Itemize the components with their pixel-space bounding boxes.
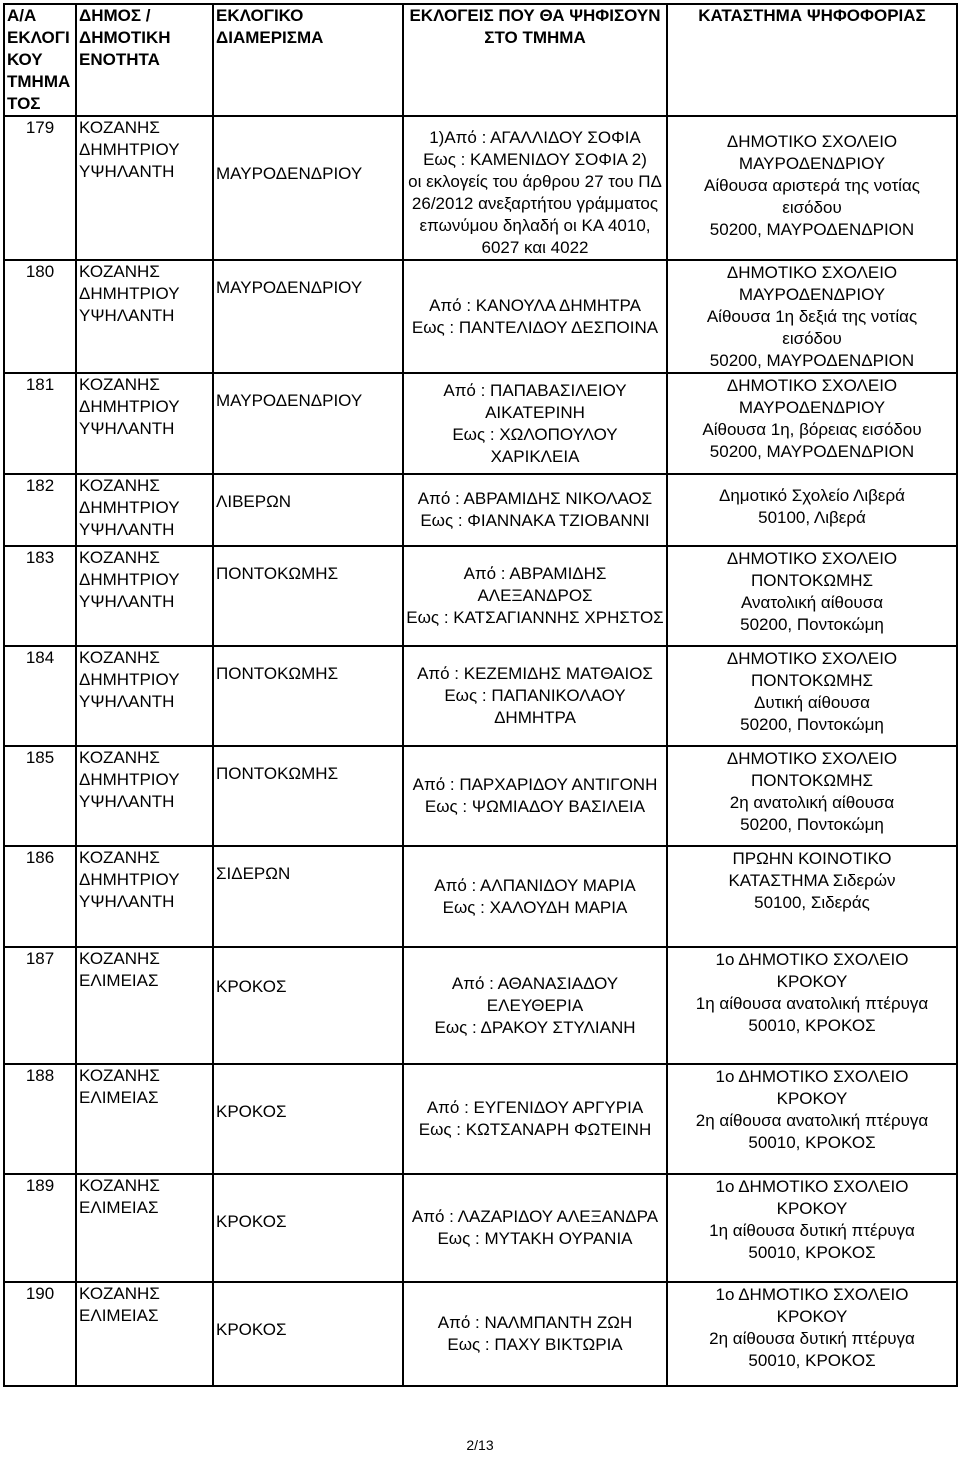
municipality-line: ΥΨΗΛΑΝΤΗ [79,792,175,811]
section-number: 187 [4,947,76,1064]
municipality-line: ΚΟΖΑΝΗΣ [79,648,160,667]
station-line: 50200, ΜΑΥΡΟΔΕΝΔΡΙΟΝ [709,220,915,239]
station-line: 50010, ΚΡΟΚΟΣ [748,1243,876,1262]
voters-line: επωνύμου δηλαδή οι ΚΑ 4010, [419,216,651,235]
station-line: ΠΟΝΤΟΚΩΜΗΣ [750,671,874,690]
table-row [4,1282,957,1386]
municipality-line: ΕΛΙΜΕΙΑΣ [79,971,159,990]
municipality-line: ΚΟΖΑΝΗΣ [79,118,160,137]
station-line: 1η αίθουσα δυτική πτέρυγα [709,1221,915,1240]
district-cell [213,846,403,947]
header-line: ΕΚΛΟΓΕΙΣ ΠΟΥ ΘΑ ΨΗΦΙΣΟΥΝ [409,6,661,25]
district-name: ΚΡΟΚΟΣ [216,1320,287,1339]
district-name: ΠΟΝΤΟΚΩΜΗΣ [216,564,339,583]
voters-range-cell [403,116,667,260]
municipality-line: ΥΨΗΛΑΝΤΗ [79,892,175,911]
station-line: Δυτική αίθουσα [754,693,870,712]
voters-line: Από : ΑΒΡΑΜΙΔΗΣ [463,564,607,583]
voters-line: Εως : ΚΑΜΕΝΙΔΟΥ ΣΟΦΙΑ 2) [423,150,647,169]
voters-line: Από : ΝΑΛΜΠΑΝΤΗ ΖΩΗ [437,1313,633,1332]
municipality-cell [76,474,213,546]
municipality-line: ΔΗΜΗΤΡΙΟΥ [79,284,180,303]
station-line: 1ο ΔΗΜΟΤΙΚΟ ΣΧΟΛΕΙΟ [715,1177,909,1196]
municipality-cell [76,1064,213,1174]
voters-line: Εως : ΠΑΠΑΝΙΚΟΛΑΟΥ [444,686,626,705]
station-line: 2η αίθουσα ανατολική πτέρυγα [695,1111,929,1130]
voters-range-cell [403,947,667,1064]
voters-range-cell [403,846,667,947]
station-line: ΚΑΤΑΣΤΗΜΑ Σιδερών [728,871,896,890]
district-name: ΜΑΥΡΟΔΕΝΔΡΙΟΥ [216,278,363,297]
section-number: 183 [4,546,76,646]
section-number: 179 [4,116,76,260]
station-line: ΜΑΥΡΟΔΕΝΔΡΙΟΥ [738,154,886,173]
section-number: 181 [4,373,76,474]
voters-line: Εως : ΚΑΤΣΑΓΙΑΝΝΗΣ ΧΡΗΣΤΟΣ [406,608,664,627]
municipality-cell [76,646,213,746]
station-line: Αίθουσα αριστερά της νοτίας [704,176,920,195]
municipality-line: ΥΨΗΛΑΝΤΗ [79,520,175,539]
voters-range-cell [403,746,667,846]
station-line: 1ο ΔΗΜΟΤΙΚΟ ΣΧΟΛΕΙΟ [715,1285,909,1304]
district-cell [213,1174,403,1282]
section-number: 189 [4,1174,76,1282]
district-name: ΠΟΝΤΟΚΩΜΗΣ [216,764,339,783]
station-line: 50010, ΚΡΟΚΟΣ [748,1351,876,1370]
district-cell [213,1064,403,1174]
table-row [4,1064,957,1174]
polling-station-cell [667,646,957,746]
voters-line: 1)Από : ΑΓΑΛΛΙΔΟΥ ΣΟΦΙΑ [429,128,641,147]
station-line: 50200, Ποντοκώμη [740,615,884,634]
municipality-cell [76,1282,213,1386]
section-number: 182 [4,474,76,546]
voters-line: Από : ΑΘΑΝΑΣΙΑΔΟΥ [451,973,619,993]
station-line: ΜΑΥΡΟΔΕΝΔΡΙΟΥ [738,398,886,417]
station-line: Αίθουσα 1η, βόρειας εισόδου [702,420,922,439]
table-body [4,116,957,1386]
polling-station-cell [667,846,957,947]
voters-line: ΔΗΜΗΤΡΑ [494,708,576,727]
municipality-line: ΚΟΖΑΝΗΣ [79,476,160,495]
district-name: ΛΙΒΕΡΩΝ [216,492,292,511]
header-line: ΕΚΛΟΓΙΚΟ [216,6,304,25]
voters-line: Εως : ΧΑΛΟΥΔΗ ΜΑΡΙΑ [442,897,628,917]
section-number: 186 [4,846,76,947]
header-line: ΚΑΤΑΣΤΗΜΑ ΨΗΦΟΦΟΡΙΑΣ [698,6,926,25]
municipality-line: ΚΟΖΑΝΗΣ [79,548,160,567]
station-line: Ανατολική αίθουσα [740,593,884,612]
polling-station-cell [667,1282,957,1386]
header-line: Α/Α [7,6,37,25]
municipality-line: ΥΨΗΛΑΝΤΗ [79,306,175,325]
header-voters [403,4,667,116]
station-line: εισόδου [782,329,842,348]
voters-line: Εως : ΜΥΤΑΚΗ ΟΥΡΑΝΙΑ [437,1229,633,1248]
voters-range-cell [403,373,667,474]
voters-line: Από : ΑΒΡΑΜΙΔΗΣ ΝΙΚΟΛΑΟΣ [417,489,653,508]
station-line: Δημοτικό Σχολείο Λιβερά [719,486,905,505]
voters-line: οι εκλογείς του άρθρου 27 του ΠΔ [408,172,662,191]
polling-station-cell [667,1174,957,1282]
section-number: 190 [4,1282,76,1386]
header-line: ΕΝΟΤΗΤΑ [79,50,160,69]
table-row [4,546,957,646]
voters-line: Από : ΚΑΝΟΥΛΑ ΔΗΜΗΤΡΑ [429,295,641,315]
voters-line: Εως : ΔΡΑΚΟΥ ΣΤΥΛΙΑΝΗ [434,1017,636,1037]
voters-line: Εως : ΧΩΛΟΠΟΥΛΟΥ [452,424,618,444]
page-number: 2/13 [466,1437,494,1453]
station-line: 50010, ΚΡΟΚΟΣ [748,1016,876,1035]
voters-range-cell [403,260,667,373]
voters-range-cell [403,646,667,746]
station-line: ΔΗΜΟΤΙΚΟ ΣΧΟΛΕΙΟ [726,549,898,568]
municipality-line: ΔΗΜΗΤΡΙΟΥ [79,570,180,589]
municipality-cell [76,260,213,373]
header-line: ΤΜΗΜΑ [7,72,71,91]
table-row [4,846,957,947]
table-row [4,373,957,474]
station-line: ΔΗΜΟΤΙΚΟ ΣΧΟΛΕΙΟ [726,376,898,395]
municipality-line: ΕΛΙΜΕΙΑΣ [79,1088,159,1107]
district-cell [213,373,403,474]
station-line: 50200, Ποντοκώμη [740,815,884,834]
district-name: ΚΡΟΚΟΣ [216,1212,287,1231]
header-line: ΤΟΣ [7,94,41,113]
municipality-line: ΥΨΗΛΑΝΤΗ [79,592,175,611]
voters-line: Από : ΑΛΠΑΝΙΔΟΥ ΜΑΡΙΑ [434,875,636,895]
district-name: ΜΑΥΡΟΔΕΝΔΡΙΟΥ [216,391,363,410]
station-line: 50010, ΚΡΟΚΟΣ [748,1133,876,1152]
voters-line: 6027 και 4022 [481,238,589,257]
voters-line: Από : ΕΥΓΕΝΙΔΟΥ ΑΡΓΥΡΙΑ [426,1098,644,1117]
station-line: 1η αίθουσα ανατολική πτέρυγα [695,994,929,1013]
district-name: ΚΡΟΚΟΣ [216,977,287,996]
municipality-cell [76,1174,213,1282]
municipality-line: ΚΟΖΑΝΗΣ [79,1176,160,1195]
district-name: ΣΙΔΕΡΩΝ [216,864,291,883]
municipality-cell [76,947,213,1064]
district-cell [213,546,403,646]
municipality-line: ΔΗΜΗΤΡΙΟΥ [79,140,180,159]
header-line: ΔΗΜΟΣ / [79,6,151,25]
section-number: 184 [4,646,76,746]
municipality-line: ΔΗΜΗΤΡΙΟΥ [79,770,180,789]
municipality-cell [76,373,213,474]
header-line: ΣΤΟ ΤΜΗΜΑ [484,28,586,47]
station-line: 50100, Λιβερά [758,508,866,527]
station-line: ΚΡΟΚΟΥ [776,1089,848,1108]
voters-line: Από : ΠΑΡΧΑΡΙΔΟΥ ΑΝΤΙΓΟΝΗ [412,775,658,794]
voters-line: 26/2012 ανεξαρτήτου γράμματος [411,194,659,213]
header-num [4,4,76,116]
station-line: ΚΡΟΚΟΥ [776,972,848,991]
municipality-line: ΥΨΗΛΑΝΤΗ [79,162,175,181]
municipality-line: ΕΛΙΜΕΙΑΣ [79,1198,159,1217]
municipality-line: ΕΛΙΜΕΙΑΣ [79,1306,159,1325]
municipality-line: ΔΗΜΗΤΡΙΟΥ [79,498,180,517]
voters-line: Εως : ΚΩΤΣΑΝΑΡΗ ΦΩΤΕΙΝΗ [418,1120,652,1139]
voters-range-cell [403,1174,667,1282]
section-number: 188 [4,1064,76,1174]
voters-range-cell [403,474,667,546]
polling-station-cell [667,947,957,1064]
voters-line: Εως : ΠΑΧΥ ΒΙΚΤΩΡΙΑ [447,1335,623,1354]
polling-station-cell [667,474,957,546]
station-line: 2η αίθουσα δυτική πτέρυγα [709,1329,915,1348]
header-line: ΔΙΑΜΕΡΙΣΜΑ [216,28,324,47]
district-cell [213,474,403,546]
table-row [4,474,957,546]
polling-stations-table [3,3,958,1387]
voters-range-cell [403,546,667,646]
station-line: 2η ανατολική αίθουσα [729,793,895,812]
district-name: ΜΑΥΡΟΔΕΝΔΡΙΟΥ [216,164,363,183]
voters-line: Εως : ΠΑΝΤΕΛΙΔΟΥ ΔΕΣΠΟΙΝΑ [411,317,659,337]
section-number: 185 [4,746,76,846]
table-row [4,947,957,1064]
voters-line: ΑΙΚΑΤΕΡΙΝΗ [485,402,585,422]
table-row [4,116,957,260]
municipality-line: ΚΟΖΑΝΗΣ [79,949,160,968]
municipality-line: ΚΟΖΑΝΗΣ [79,262,160,281]
station-line: Αίθουσα 1η δεξιά της νοτίας [706,307,918,326]
table-row [4,746,957,846]
header-district [213,4,403,116]
station-line: 1ο ΔΗΜΟΤΙΚΟ ΣΧΟΛΕΙΟ [715,1067,909,1086]
municipality-line: ΚΟΖΑΝΗΣ [79,375,160,394]
header-line: ΕΚΛΟΓΙ [7,28,70,47]
voters-line: Εως : ΦΙΑΝΝΑΚΑ ΤΖΙΟΒΑΝΝΙ [420,511,650,530]
municipality-line: ΥΨΗΛΑΝΤΗ [79,419,175,438]
station-line: ΚΡΟΚΟΥ [776,1199,848,1218]
station-line: ΠΡΩΗΝ ΚΟΙΝΟΤΙΚΟ [732,849,892,868]
section-number: 180 [4,260,76,373]
district-cell [213,947,403,1064]
municipality-line: ΔΗΜΗΤΡΙΟΥ [79,397,180,416]
district-name: ΠΟΝΤΟΚΩΜΗΣ [216,664,339,683]
municipality-line: ΚΟΖΑΝΗΣ [79,748,160,767]
station-line: 1ο ΔΗΜΟΤΙΚΟ ΣΧΟΛΕΙΟ [715,950,909,969]
station-line: ΔΗΜΟΤΙΚΟ ΣΧΟΛΕΙΟ [726,132,898,151]
voters-line: Από : ΠΑΠΑΒΑΣΙΛΕΙΟΥ [443,380,627,400]
station-line: ΚΡΟΚΟΥ [776,1307,848,1326]
station-line: ΔΗΜΟΤΙΚΟ ΣΧΟΛΕΙΟ [726,263,898,282]
header-line: ΔΗΜΟΤΙΚΗ [79,28,171,47]
municipality-line: ΔΗΜΗΤΡΙΟΥ [79,870,180,889]
voters-line: Από : ΛΑΖΑΡΙΔΟΥ ΑΛΕΞΑΝΔΡΑ [411,1207,659,1226]
voters-line: Από : ΚΕΖΕΜΙΔΗΣ ΜΑΤΘΑΙΟΣ [417,664,653,683]
voters-line: ΧΑΡΙΚΛΕΙΑ [490,446,580,466]
header-row [4,4,957,116]
municipality-cell [76,746,213,846]
header-line: ΚΟΥ [7,50,43,69]
polling-station-cell [667,746,957,846]
polling-station-cell [667,373,957,474]
polling-station-cell [667,546,957,646]
district-cell [213,116,403,260]
district-cell [213,260,403,373]
polling-station-cell [667,260,957,373]
station-line: 50200, ΜΑΥΡΟΔΕΝΔΡΙΟΝ [709,351,915,370]
voters-line: ΕΛΕΥΘΕΡΙΑ [486,995,584,1015]
station-line: ΠΟΝΤΟΚΩΜΗΣ [750,771,874,790]
station-line: 50200, ΜΑΥΡΟΔΕΝΔΡΙΟΝ [709,442,915,461]
header-station [667,4,957,116]
table-row [4,260,957,373]
table-row [4,646,957,746]
voters-line: Εως : ΨΩΜΙΑΔΟΥ ΒΑΣΙΛΕΙΑ [424,797,646,816]
district-cell [213,646,403,746]
municipality-cell [76,116,213,260]
table-row [4,1174,957,1282]
municipality-line: ΔΗΜΗΤΡΙΟΥ [79,670,180,689]
polling-station-cell [667,116,957,260]
station-line: ΔΗΜΟΤΙΚΟ ΣΧΟΛΕΙΟ [726,749,898,768]
voters-range-cell [403,1282,667,1386]
header-municipality [76,4,213,116]
voters-line: ΑΛΕΞΑΝΔΡΟΣ [477,586,593,605]
station-line: ΔΗΜΟΤΙΚΟ ΣΧΟΛΕΙΟ [726,649,898,668]
station-line: 50100, Σιδεράς [754,893,870,912]
municipality-cell [76,846,213,947]
municipality-cell [76,546,213,646]
district-name: ΚΡΟΚΟΣ [216,1102,287,1121]
district-cell [213,746,403,846]
voters-range-cell [403,1064,667,1174]
station-line: ΜΑΥΡΟΔΕΝΔΡΙΟΥ [738,285,886,304]
municipality-line: ΚΟΖΑΝΗΣ [79,1066,160,1085]
station-line: εισόδου [782,198,842,217]
station-line: ΠΟΝΤΟΚΩΜΗΣ [750,571,874,590]
district-cell [213,1282,403,1386]
municipality-line: ΥΨΗΛΑΝΤΗ [79,692,175,711]
municipality-line: ΚΟΖΑΝΗΣ [79,848,160,867]
polling-station-cell [667,1064,957,1174]
station-line: 50200, Ποντοκώμη [740,715,884,734]
municipality-line: ΚΟΖΑΝΗΣ [79,1284,160,1303]
